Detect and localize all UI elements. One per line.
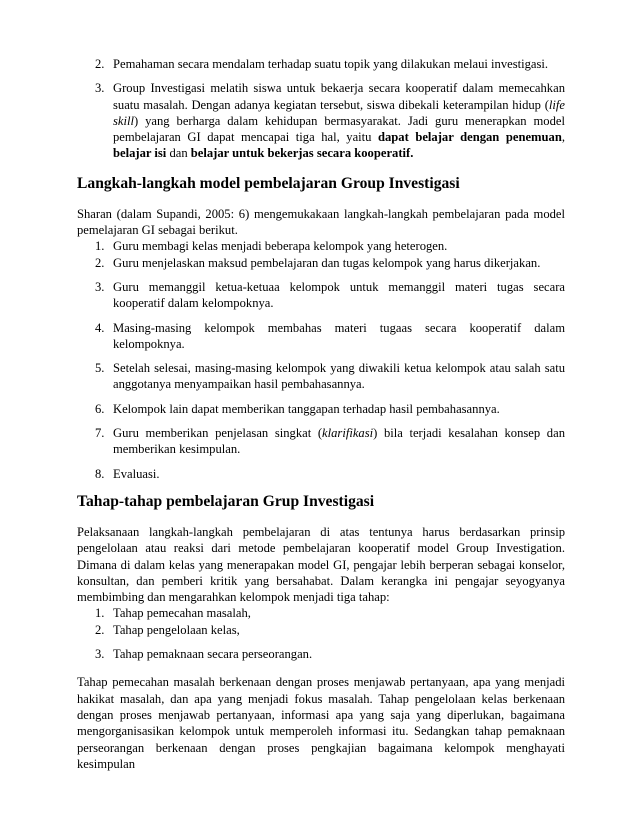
section-intro: Sharan (dalam Supandi, 2005: 6) mengemukakaan langkah-langkah pembelajaran pada model pemelajaran GI sebagai berikut. <box>77 206 565 238</box>
list-item-text: Guru menjelaskan maksud pembelajaran dan tugas kelompok yang harus dikerjakan. <box>113 255 541 270</box>
list-number: 4. <box>95 320 105 335</box>
stages-list-a <box>77 605 565 638</box>
list-item <box>77 56 565 72</box>
bold-term: belajar untuk bekerjas secara kooperatif. <box>190 146 414 161</box>
list-number: 2. <box>95 255 105 270</box>
steps-list-a <box>77 238 565 271</box>
list-item <box>77 401 565 417</box>
text-run: Group Investigasi melatih siswa untuk bekaerja secara kooperatif dalam memecahkan suatu masalah. Dengan adanya kegiatan tersebut, siswa dibekali keterampilan hidup ( <box>113 81 565 112</box>
text-run: ) bila terjadi kesalahan konsep dan memberikan kesimpulan. <box>113 426 565 457</box>
list-item-text: Tahap pemaknaan secara perseorangan. <box>113 647 313 662</box>
list-number: 5. <box>95 361 105 376</box>
list-number: 6. <box>95 401 105 416</box>
list-number: 3. <box>95 647 105 662</box>
list-item <box>77 646 565 662</box>
list-item <box>77 360 565 393</box>
steps-list-b <box>77 279 565 482</box>
list-item-text: Pemahaman secara mendalam terhadap suatu topik yang dilakukan melaui investigasi. <box>113 57 549 71</box>
section-intro: Pelaksanaan langkah-langkah pembelajaran di atas tentunya harus berdasarkan prinsip pengelolaan atau reaksi dari metode pembelajaran kooperatif model Group Investigation. Dimana di dalam kelas yang menerapakan model GI, pengajar lebih berperan sebagai konselor, konsultan, dan pemberi kritik yang bersahabat. Dalam kerangka ini pengajar seyogyanya membimbing dan mengarahkan kelompok menjadi tiga tahap: <box>77 524 565 605</box>
list-item <box>77 238 565 254</box>
list-item <box>77 622 565 638</box>
document-body <box>77 56 565 772</box>
intro-list <box>77 56 565 162</box>
list-number: 3. <box>95 81 105 96</box>
list-item <box>77 466 565 482</box>
stages-list-b <box>77 646 565 662</box>
list-number: 3. <box>95 279 105 294</box>
text-run: Guru memberikan penjelasan singkat ( <box>113 426 323 441</box>
list-number: 1. <box>95 606 105 621</box>
list-number: 2. <box>95 57 105 71</box>
italic-term: klarifikasi <box>322 426 374 441</box>
list-item-text: Evaluasi. <box>113 466 160 481</box>
italic-term: life skill <box>113 97 565 128</box>
bold-term: dapat belajar dengan penemuan <box>378 130 562 145</box>
list-item-text: Setelah selesai, masing-masing kelompok yang diwakili ketua kelompok atau salah satu anggotanya menyampaikan hasil pembahasannya. <box>113 361 565 392</box>
text-run: , <box>561 130 565 145</box>
list-item-text: Tahap pemecahan masalah, <box>113 606 251 621</box>
list-item-text: Kelompok lain dapat memberikan tanggapan terhadap hasil pembahasannya. <box>113 401 500 416</box>
list-number: 8. <box>95 466 105 481</box>
list-number: 2. <box>95 622 105 637</box>
text-run: ) yang berharga dalam kehidupan bermasyarakat. Jadi guru menerapkan model pembelajaran GI dapat mencapai tiga hal, yaitu <box>113 113 565 145</box>
list-item <box>77 279 565 312</box>
list-item <box>77 255 565 271</box>
list-item <box>77 80 565 161</box>
list-item <box>77 320 565 353</box>
bold-term: belajar isi <box>113 146 167 161</box>
text-run: dan <box>166 146 191 161</box>
list-item-text: Masing-masing kelompok membahas materi tugaas secara kooperatif dalam kelompoknya. <box>113 320 565 351</box>
section-heading: Tahap-tahap pembelajaran Grup Investigasi <box>77 492 375 510</box>
closing-paragraph: Tahap pemecahan masalah berkenaan dengan proses menjawab pertanyaan, apa yang menjadi hakikat masalah, dan apa yang menjadi fokus masalah. Tahap pengelolaan kelas berkenaan dengan proses menjawab pertanyaan, informasi apa yang saja yang diperlukan, bagaimana mengorganisasikan kelompok untuk memperoleh informasi itu. Sedangkan tahap pemaknaan perseorangan berkenaan dengan proses pengkajian bagaimana kelompok menghayati kesimpulan <box>77 675 565 771</box>
list-item-text: Guru membagi kelas menjadi beberapa kelompok yang heterogen. <box>113 239 448 254</box>
list-number: 7. <box>95 426 105 441</box>
list-item <box>77 425 565 458</box>
section-heading: Langkah-langkah model pembelajaran Group Investigasi <box>77 174 460 192</box>
list-item <box>77 605 565 621</box>
list-item-text: Tahap pengelolaan kelas, <box>113 622 240 637</box>
list-item-text: Guru memanggil ketua-ketuaa kelompok untuk memanggil materi tugas secara kooperatif dalam kelompoknya. <box>113 279 565 311</box>
list-number: 1. <box>95 239 105 254</box>
